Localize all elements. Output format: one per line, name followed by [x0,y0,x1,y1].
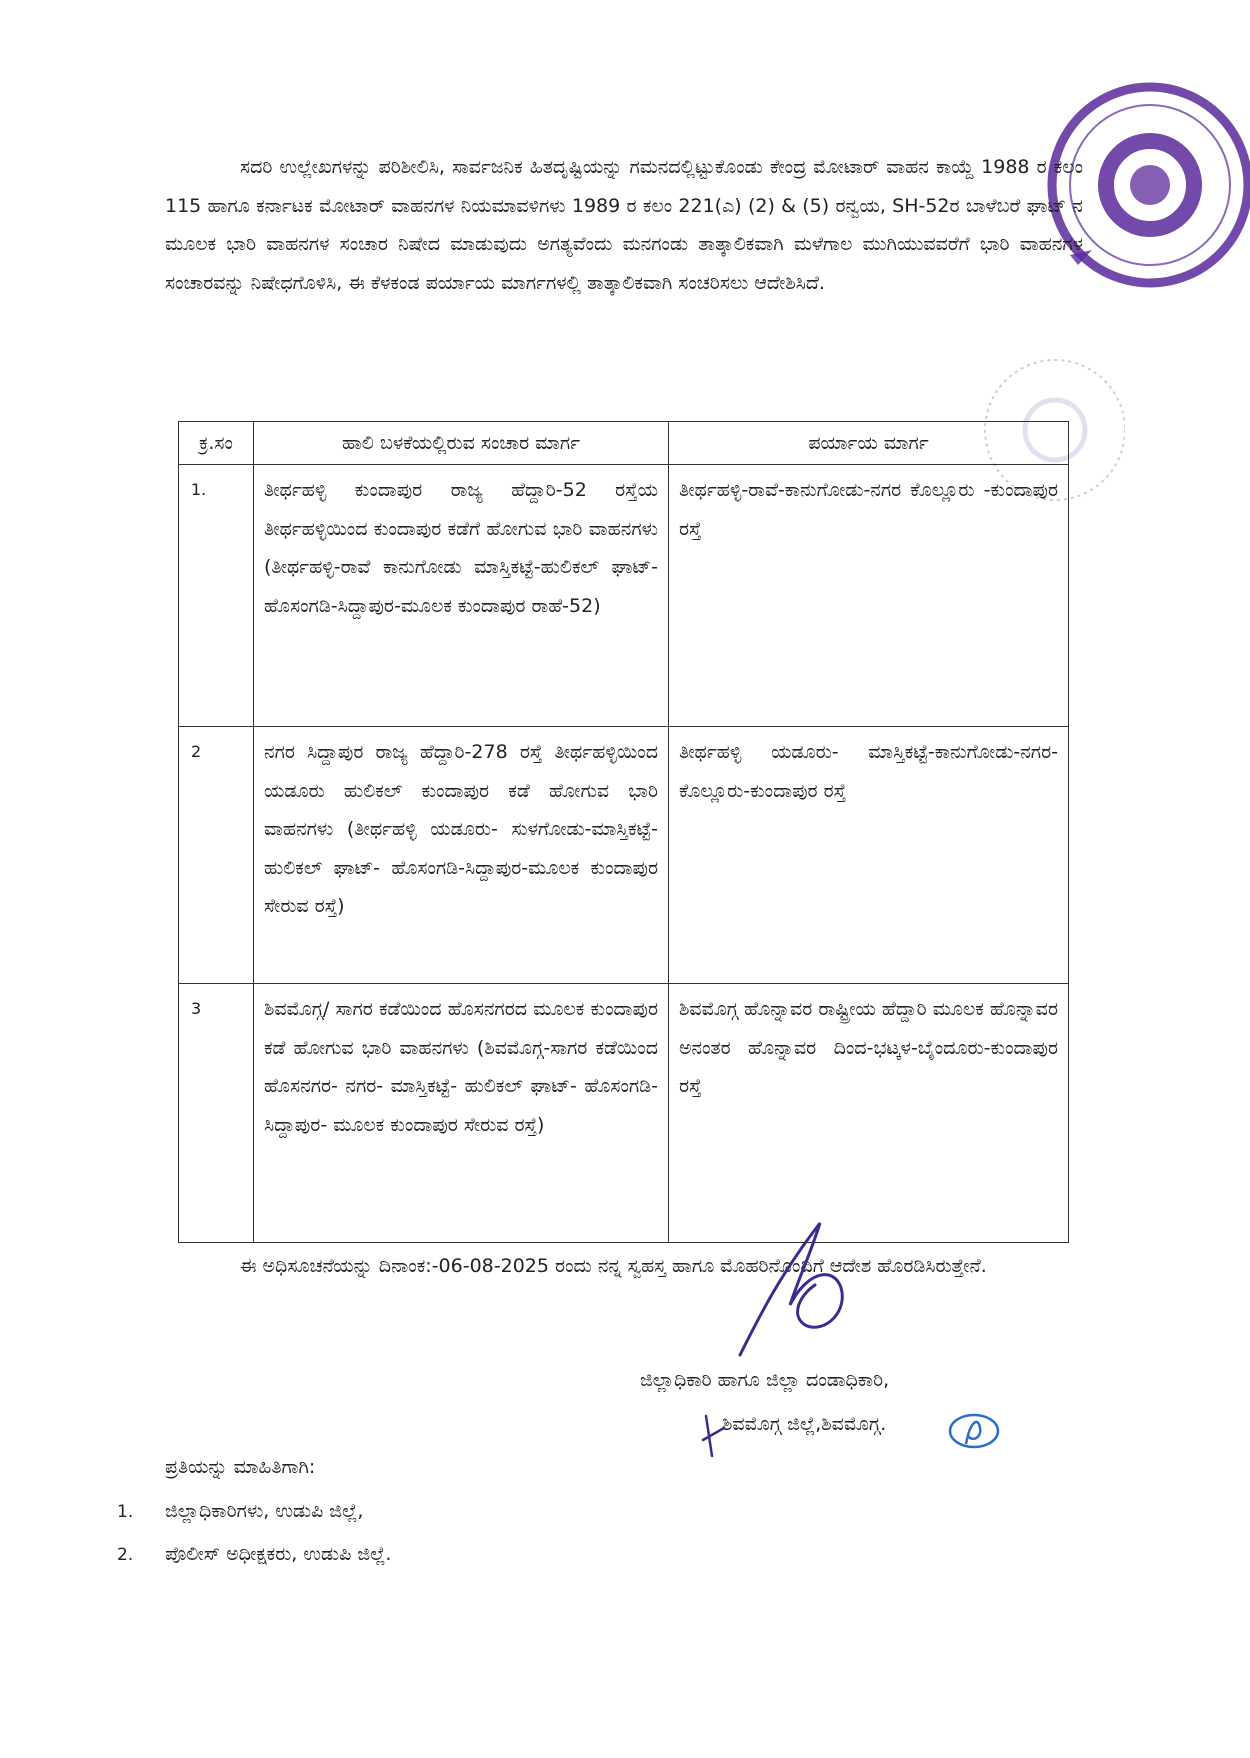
table-row [179,727,1069,984]
alternate-route: ತೀರ್ಥಹಳ್ಳಿ-ರಾವೆ-ಕಾನುಗೋಡು-ನಗರ ಕೊಲ್ಲೂರು -ಕುಂದಾಪುರ ರಸ್ತೆ [669,465,1069,727]
row-number: 1. [179,465,254,727]
header-current-route: ಹಾಲಿ ಬಳಕೆಯಲ್ಲಿರುವ ಸಂಚಾರ ಮಾರ್ಗ [254,422,669,465]
signature [730,1215,880,1365]
header-alternate-route: ಪರ್ಯಾಯ ಮಾರ್ಗ [669,422,1069,465]
list-item-text: ಪೊಲೀಸ್ ಅಧೀಕ್ಷಕರು, ಉಡುಪಿ ಜಿಲ್ಲೆ. [165,1543,392,1565]
signatory-district: ಶಿವಮೊಗ್ಗ ಜಿಲ್ಲೆ,ಶಿವಮೊಗ್ಗ. [722,1413,887,1435]
table-header-row [179,422,1069,465]
current-route: ತೀರ್ಥಹಳ್ಳಿ ಕುಂದಾಪುರ ರಾಜ್ಯ ಹೆದ್ದಾರಿ-52 ರಸ್ತೆಯ ತೀರ್ಥಹಳ್ಳಿಯಿಂದ ಕುಂದಾಪುರ ಕಡೆಗೆ ಹೋಗುವ ಭಾರಿ ವಾಹನಗಳು (ತೀರ್ಥಹಳ್ಳಿ-ರಾವೆ ಕಾನುಗೋಡು ಮಾಸ್ತಿಕಟ್ಟೆ-ಹುಲಿಕಲ್ ಘಾಟ್-ಹೊಸಂಗಡಿ-ಸಿದ್ದಾಪುರ-ಮೂಲಕ ಕುಂದಾಪುರ ರಾಹೆ-52) [254,465,669,727]
row-number: 2 [179,727,254,984]
initial-mark [700,1410,728,1462]
current-route: ನಗರ ಸಿದ್ದಾಪುರ ರಾಜ್ಯ ಹೆದ್ದಾರಿ-278 ರಸ್ತೆ ತೀರ್ಥಹಳ್ಳಿಯಿಂದ ಯಡೂರು ಹುಲಿಕಲ್ ಕುಂದಾಪುರ ಕಡೆ ಹೋಗುವ ಭಾರಿ ವಾಹನಗಳು (ತೀರ್ಥಹಳ್ಳಿ ಯಡೂರು- ಸುಳಗೋಡು-ಮಾಸ್ತಿಕಟ್ಟೆ-ಹುಲಿಕಲ್ ಘಾಟ್- ಹೊಸಂಗಡಿ-ಸಿದ್ದಾಪುರ-ಮೂಲಕ ಕುಂದಾಪುರ ಸೇರುವ ರಸ್ತೆ) [254,727,669,984]
list-item-number: 1. [117,1502,134,1522]
list-item [117,1500,363,1522]
route-table [178,421,1069,1243]
table-row [179,984,1069,1243]
list-item [117,1543,391,1565]
closing-paragraph: ಈ ಅಧಿಸೂಚನೆಯನ್ನು ದಿನಾಂಕ:-06-08-2025 ರಂದು ನನ್ನ ಸ್ವಹಸ್ತ ಹಾಗೂ ಮೊಹರಿನೊಂದಿಗೆ ಆದೇಶ ಹೊರಡಿಸಿರುತ್ತೇನೆ. [240,1255,987,1277]
list-item-number: 2. [117,1545,134,1565]
order-paragraph: ಸದರಿ ಉಲ್ಲೇಖಗಳನ್ನು ಪರಿಶೀಲಿಸಿ, ಸಾರ್ವಜನಿಕ ಹಿತದೃಷ್ಟಿಯನ್ನು ಗಮನದಲ್ಲಿಟ್ಟುಕೊಂಡು ಕೇಂದ್ರ ಮೋಟಾರ್ ವಾಹನ ಕಾಯ್ದೆ 1988 ರ ಕಲಂ 115 ಹಾಗೂ ಕರ್ನಾಟಕ ಮೋಟಾರ್ ವಾಹನಗಳ ನಿಯಮಾವಳಿಗಳು 1989 ರ ಕಲಂ 221(ಎ) (2) & (5) ರನ್ವಯ, SH-52ರ ಬಾಳೆಬರೆ ಘಾಟ್ ನ ಮೂಲಕ ಭಾರಿ ವಾಹನಗಳ ಸಂಚಾರ ನಿಷೇದ ಮಾಡುವುದು ಅಗತ್ಯವೆಂದು ಮನಗಂಡು ತಾತ್ಕಾಲಿಕವಾಗಿ ಮಳೆಗಾಲ ಮುಗಿಯುವವರೆಗೆ ಭಾರಿ ವಾಹನಗಳ ಸಂಚಾರವನ್ನು ನಿಷೇಧಗೊಳಿಸಿ, ಈ ಕೆಳಕಂಡ ಪರ್ಯಾಯ ಮಾರ್ಗಗಳಲ್ಲಿ ತಾತ್ಕಾಲಿಕವಾಗಿ ಸಂಚರಿಸಲು ಆದೇಶಿಸಿದೆ. [165,156,1083,294]
alternate-route: ತೀರ್ಥಹಳ್ಳಿ ಯಡೂರು- ಮಾಸ್ತಿಕಟ್ಟೆ-ಕಾನುಗೋಡು-ನಗರ-ಕೊಲ್ಲೂರು-ಕುಂದಾಪುರ ರಸ್ತೆ [669,727,1069,984]
current-route: ಶಿವಮೊಗ್ಗ/ ಸಾಗರ ಕಡೆಯಿಂದ ಹೊಸನಗರದ ಮೂಲಕ ಕುಂದಾಪುರ ಕಡೆ ಹೋಗುವ ಭಾರಿ ವಾಹನಗಳು (ಶಿವಮೊಗ್ಗ-ಸಾಗರ ಕಡೆಯಿಂದ ಹೊಸನಗರ- ನಗರ- ಮಾಸ್ತಿಕಟ್ಟೆ- ಹುಲಿಕಲ್ ಘಾಟ್- ಹೊಸಂಗಡಿ- ಸಿದ್ದಾಪುರ- ಮೂಲಕ ಕುಂದಾಪುರ ಸೇರುವ ರಸ್ತೆ) [254,984,669,1243]
row-number: 3 [179,984,254,1243]
blue-initial-mark [946,1408,1002,1454]
copy-to-heading: ಪ್ರತಿಯನ್ನು ಮಾಹಿತಿಗಾಗಿ: [165,1456,316,1478]
table-row [179,465,1069,727]
list-item-text: ಜಿಲ್ಲಾಧಿಕಾರಿಗಳು, ಉಡುಪಿ ಜಿಲ್ಲೆ, [165,1500,364,1522]
header-serial: ಕ್ರ.ಸಂ [179,422,254,465]
signatory-designation: ಜಿಲ್ಲಾಧಿಕಾರಿ ಹಾಗೂ ಜಿಲ್ಲಾ ದಂಡಾಧಿಕಾರಿ, [640,1369,890,1391]
alternate-route: ಶಿವಮೊಗ್ಗ ಹೊನ್ನಾವರ ರಾಷ್ಟ್ರೀಯ ಹೆದ್ದಾರಿ ಮೂಲಕ ಹೊನ್ನಾವರ ಅನಂತರ ಹೊನ್ನಾವರ ದಿಂದ-ಭಟ್ಕಳ-ಬೈಂದೂರು-ಕುಂದಾಪುರ ರಸ್ತೆ [669,984,1069,1243]
